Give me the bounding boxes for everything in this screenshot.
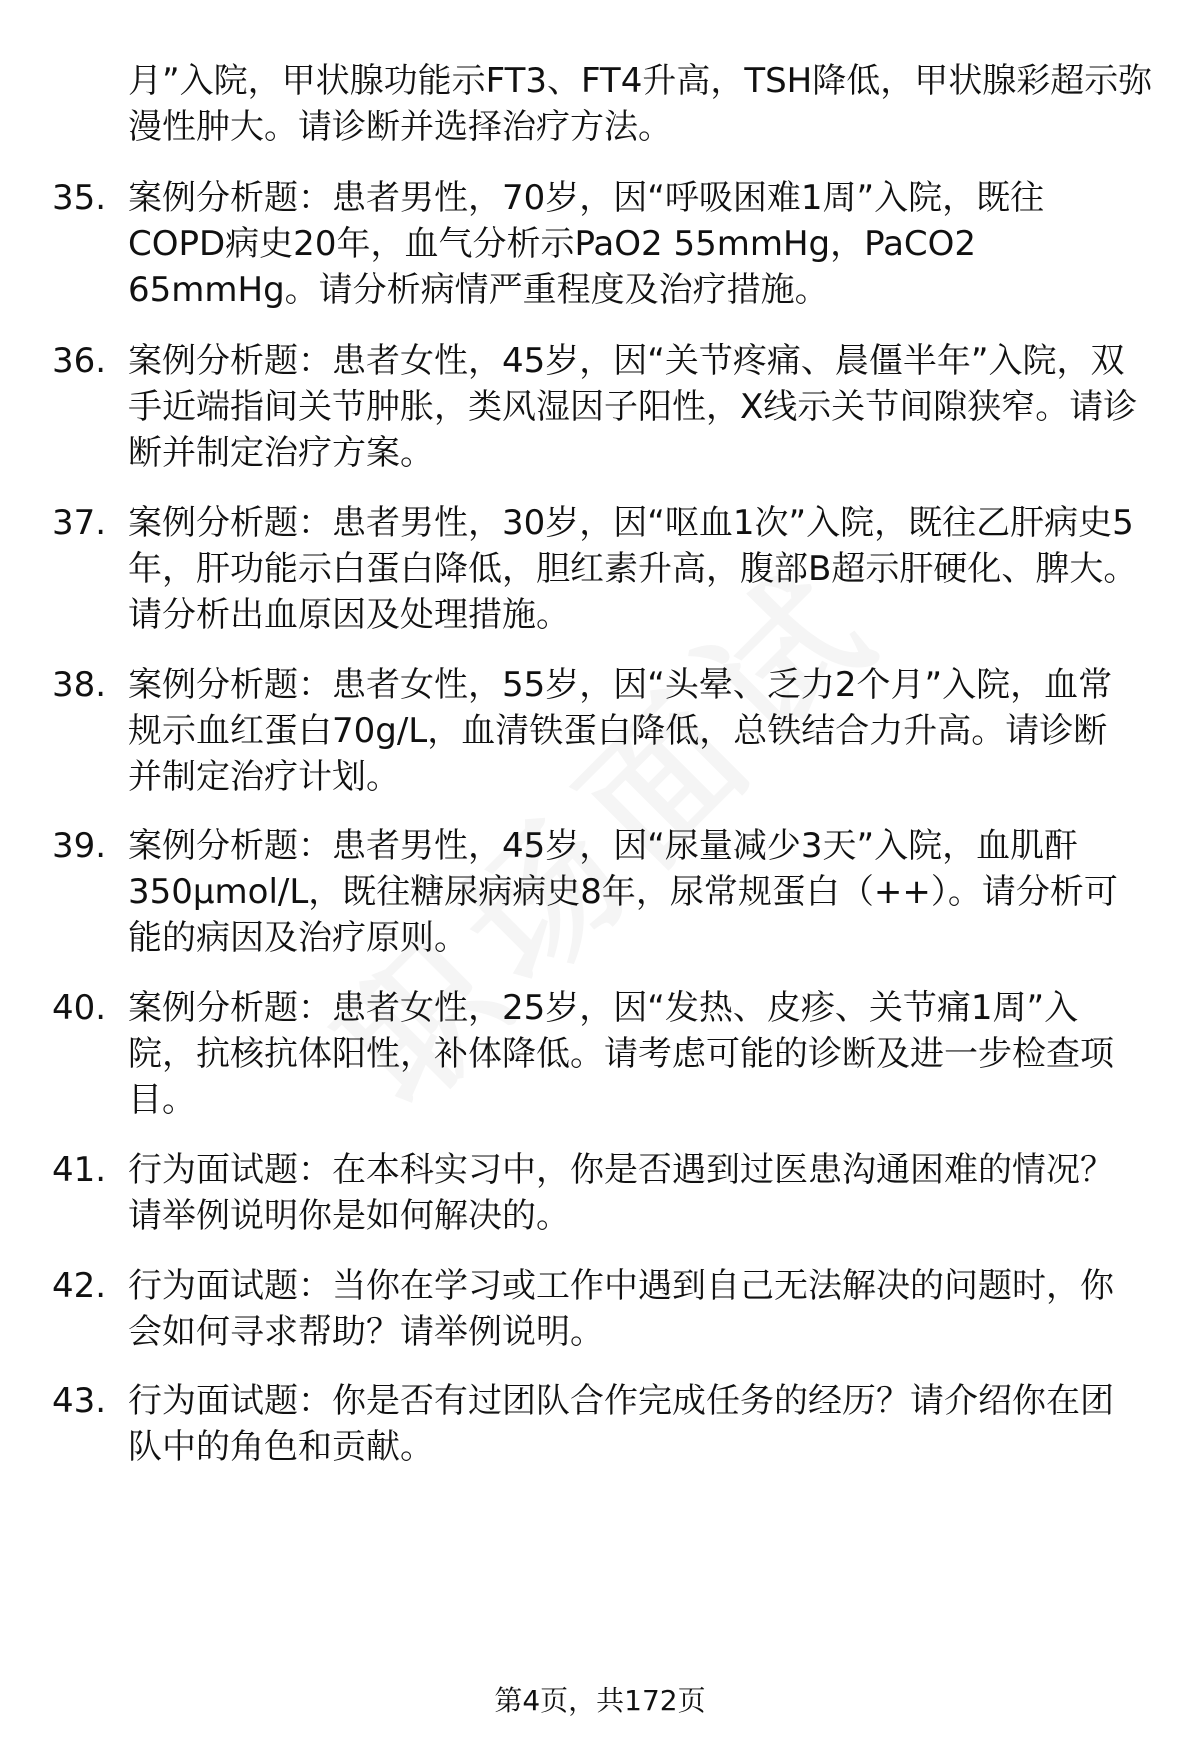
- question-text: 行为面试题：当你在学习或工作中遇到自己无法解决的问题时，你会如何寻求帮助？请举例说明。: [128, 1266, 1114, 1352]
- question-number: 40.: [52, 988, 107, 1028]
- question-text: 案例分析题：患者男性，30岁，因“呕血1次”入院，既往乙肝病史5年，肝功能示白蛋白降低，胆红素升高，腹部B超示肝硬化、脾大。请分析出血原因及处理措施。: [128, 503, 1138, 635]
- question-number: 41.: [52, 1150, 107, 1190]
- question-text: 行为面试题：在本科实习中，你是否遇到过医患沟通困难的情况？请举例说明你是如何解决的。: [128, 1150, 1114, 1236]
- question-text: 案例分析题：患者女性，25岁，因“发热、皮疹、关节痛1周”入院，抗核抗体阳性，补体降低。请考虑可能的诊断及进一步检查项目。: [128, 988, 1114, 1120]
- question-text: 行为面试题：你是否有过团队合作完成任务的经历？请介绍你在团队中的角色和贡献。: [128, 1381, 1114, 1467]
- question-text: 案例分析题：患者男性，45岁，因“尿量减少3天”入院，血肌酐350μmol/L，既往糖尿病病史8年，尿常规蛋白（++）。请分析可能的病因及治疗原则。: [128, 826, 1118, 958]
- question-text: 案例分析题：患者男性，70岁，因“呼吸困难1周”入院，既往COPD病史20年，血气分析示PaO2 55mmHg，PaCO2 65mmHg。请分析病情严重程度及治疗措施。: [128, 178, 1045, 310]
- continuation-text: 月”入院，甲状腺功能示FT3、FT4升高，TSH降低，甲状腺彩超示弥漫性肿大。请诊断并选择治疗方法。: [128, 61, 1153, 147]
- question-text: 案例分析题：患者女性，55岁，因“头晕、乏力2个月”入院，血常规示血红蛋白70g/L，血清铁蛋白降低，总铁结合力升高。请诊断并制定治疗计划。: [128, 665, 1113, 797]
- question-number: 43.: [52, 1381, 107, 1421]
- question-text: 案例分析题：患者女性，45岁，因“关节疼痛、晨僵半年”入院，双手近端指间关节肿胀，类风湿因子阳性，X线示关节间隙狭窄。请诊断并制定治疗方案。: [128, 341, 1138, 473]
- question-number: 38.: [52, 665, 107, 705]
- question-number: 36.: [52, 341, 107, 381]
- question-number: 35.: [52, 178, 107, 218]
- question-number: 42.: [52, 1266, 107, 1306]
- question-number: 37.: [52, 503, 107, 543]
- question-number: 39.: [52, 826, 107, 866]
- page-footer: 第4页，共172页: [494, 1684, 706, 1717]
